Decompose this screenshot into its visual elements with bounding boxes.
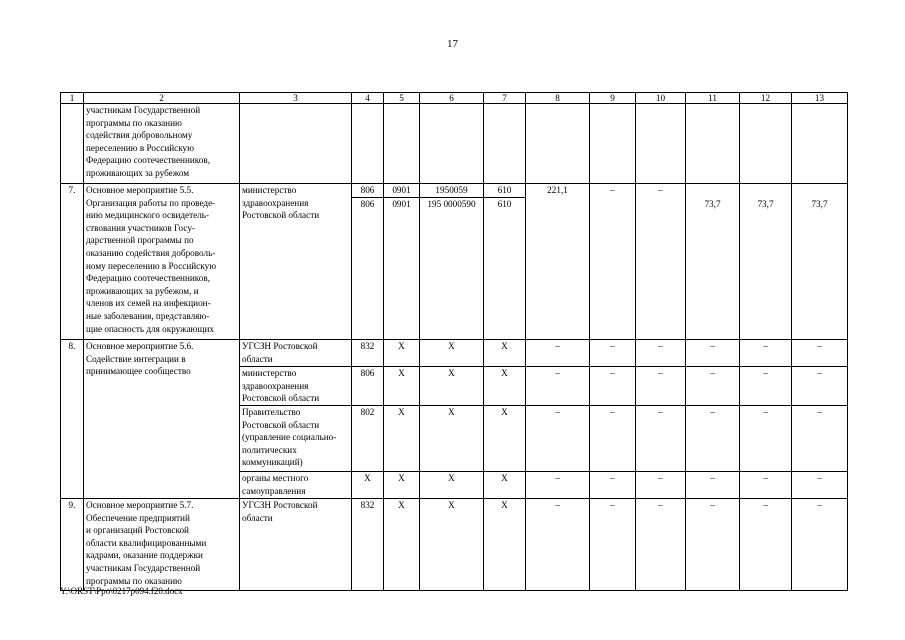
cell-value: –: [792, 499, 848, 591]
cell-value: –: [740, 367, 792, 406]
cell-num: 7.: [61, 184, 84, 340]
table-row: [61, 499, 848, 591]
cell-value: –: [590, 367, 636, 406]
cell-value: [590, 104, 636, 184]
cell-value: 221,1: [526, 184, 590, 198]
cell-value: –: [636, 184, 686, 198]
cell-vr: Х: [484, 472, 526, 499]
cell-csr: Х: [420, 472, 484, 499]
cell-value: –: [740, 406, 792, 472]
cell-value: –: [636, 340, 686, 367]
header-cell: 12: [740, 93, 792, 104]
cell-grbs: 832: [352, 340, 384, 367]
cell-rz: Х: [384, 367, 420, 406]
header-cell: 11: [686, 93, 740, 104]
header-cell: 9: [590, 93, 636, 104]
cell-value: 73,7: [740, 198, 792, 340]
cell-value: –: [792, 367, 848, 406]
cell-num: 8.: [61, 340, 84, 499]
cell-value: 73,7: [686, 198, 740, 340]
file-path-footer: Y:\ORST\Ppo\0217p094.f20.docx: [60, 586, 183, 596]
cell-rz: 0901: [384, 184, 420, 198]
cell-executor: Правительство Ростовской области (управление социально- политических коммуникаций): [240, 406, 352, 472]
cell-value: –: [590, 340, 636, 367]
cell-rz: Х: [384, 406, 420, 472]
cell-value: –: [526, 406, 590, 472]
cell-value: [590, 198, 636, 340]
cell-value: –: [526, 340, 590, 367]
cell-value: –: [526, 472, 590, 499]
cell-value: –: [792, 472, 848, 499]
header-cell: 10: [636, 93, 686, 104]
cell-value: –: [590, 406, 636, 472]
cell-vr: 610: [484, 198, 526, 340]
header-cell: 3: [240, 93, 352, 104]
cell-value: [526, 104, 590, 184]
cell-rz: Х: [384, 340, 420, 367]
cell-vr: Х: [484, 499, 526, 591]
cell-value: –: [526, 499, 590, 591]
cell-vr: Х: [484, 367, 526, 406]
cell-rz: [384, 104, 420, 184]
cell-value: –: [792, 406, 848, 472]
cell-csr: 195 0000590: [420, 198, 484, 340]
cell-measure-name: Основное мероприятие 5.5. Организация работы по проведе- нию медицинского освидетель- ствования участников Госу- дарственной программы по оказанию содействия доброволь- ному переселению в Российскую Федерацию соотечественников, проживающих за рубежом, и членов их семей на инфекцион- ные заболевания, представляю- щие опасность для окружающих: [84, 184, 240, 340]
table-row: [61, 340, 848, 367]
header-row: [61, 93, 848, 104]
cell-csr: Х: [420, 406, 484, 472]
cell-csr: Х: [420, 340, 484, 367]
cell-grbs: [352, 104, 384, 184]
cell-value: –: [590, 472, 636, 499]
cell-csr: Х: [420, 367, 484, 406]
cell-csr: Х: [420, 499, 484, 591]
header-cell: 6: [420, 93, 484, 104]
cell-value: –: [686, 340, 740, 367]
cell-num: 9.: [61, 499, 84, 591]
cell-vr: Х: [484, 340, 526, 367]
cell-value: [686, 104, 740, 184]
cell-value: –: [686, 406, 740, 472]
cell-value: –: [686, 367, 740, 406]
cell-csr: [420, 104, 484, 184]
cell-vr: 610: [484, 184, 526, 198]
cell-grbs: Х: [352, 472, 384, 499]
table-row: [61, 184, 848, 198]
header-cell: 7: [484, 93, 526, 104]
cell-grbs: 806: [352, 184, 384, 198]
cell-value: [636, 104, 686, 184]
cell-measure-name: Основное мероприятие 5.7. Обеспечение предприятий и организаций Ростовской области квалифицированными кадрами, оказание поддержки участникам Государственной программы по оказанию: [84, 499, 240, 591]
cell-grbs: 832: [352, 499, 384, 591]
cell-value: 73,7: [792, 198, 848, 340]
cell-executor: УГСЗН Ростовской области: [240, 340, 352, 367]
cell-value: [636, 198, 686, 340]
cell-executor: УГСЗН Ростовской области: [240, 499, 352, 591]
cell-executor: органы местного самоуправления: [240, 472, 352, 499]
cell-measure-name: Основное мероприятие 5.6. Содействие интеграции в принимающее сообщество: [84, 340, 240, 499]
cell-value: –: [636, 499, 686, 591]
page-number: 17: [447, 38, 458, 50]
cell-value: [740, 184, 792, 198]
cell-executor: министерство здравоохранения Ростовской области: [240, 184, 352, 340]
cell-vr: Х: [484, 406, 526, 472]
header-cell: 8: [526, 93, 590, 104]
cell-value: –: [740, 499, 792, 591]
cell-executor: [240, 104, 352, 184]
cell-value: –: [740, 340, 792, 367]
header-cell: 1: [61, 93, 84, 104]
cell-value: –: [686, 472, 740, 499]
cell-value: [526, 198, 590, 340]
cell-measure-name: участникам Государственной программы по оказанию содействия добровольному переселению в Российскую Федерацию соотечественников, проживающих за рубежом: [84, 104, 240, 184]
cell-value: –: [636, 406, 686, 472]
header-cell: 5: [384, 93, 420, 104]
table-row: [61, 104, 848, 184]
cell-value: –: [740, 472, 792, 499]
cell-value: –: [590, 499, 636, 591]
cell-value: [740, 104, 792, 184]
cell-rz: Х: [384, 472, 420, 499]
header-cell: 13: [792, 93, 848, 104]
cell-num: [61, 104, 84, 184]
cell-value: [792, 104, 848, 184]
header-cell: 2: [84, 93, 240, 104]
cell-vr: [484, 104, 526, 184]
cell-value: –: [636, 367, 686, 406]
cell-value: [792, 184, 848, 198]
cell-executor: министерство здравоохранения Ростовской области: [240, 367, 352, 406]
cell-value: –: [526, 367, 590, 406]
cell-grbs: 806: [352, 367, 384, 406]
cell-rz: Х: [384, 499, 420, 591]
cell-rz: 0901: [384, 198, 420, 340]
cell-value: –: [792, 340, 848, 367]
header-cell: 4: [352, 93, 384, 104]
cell-grbs: 806: [352, 198, 384, 340]
cell-value: –: [636, 472, 686, 499]
cell-value: –: [686, 499, 740, 591]
cell-grbs: 802: [352, 406, 384, 472]
program-table: [60, 92, 848, 591]
cell-value: –: [590, 184, 636, 198]
cell-csr: 1950059: [420, 184, 484, 198]
cell-value: [686, 184, 740, 198]
